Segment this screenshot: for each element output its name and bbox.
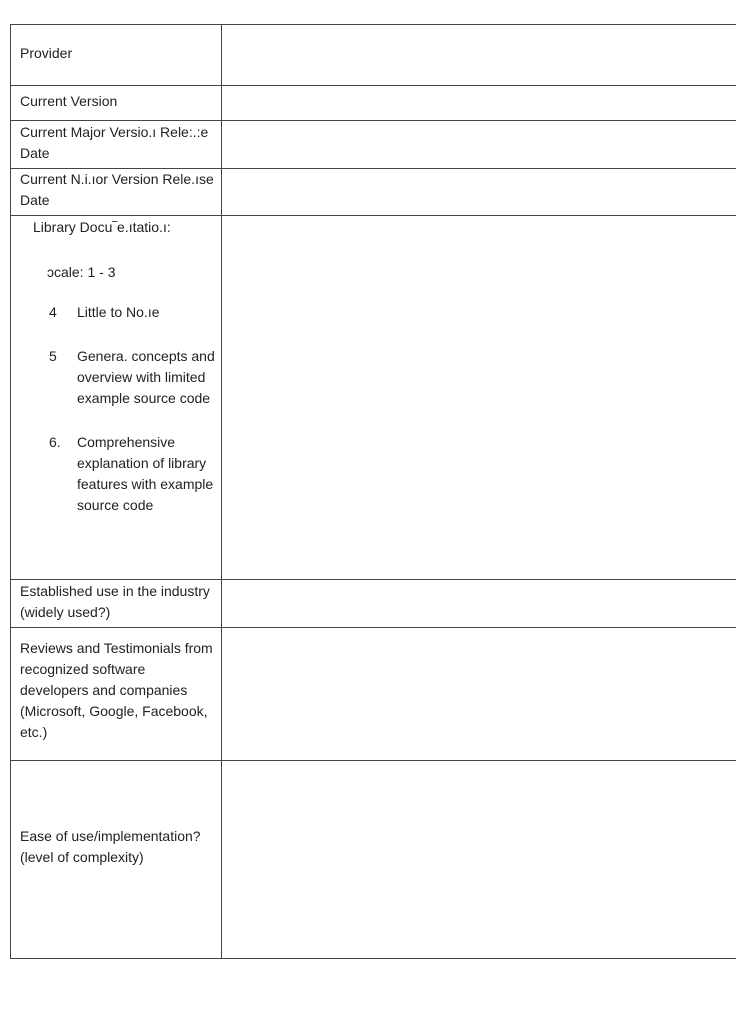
- major-release-label: Current Major Versio.ı Rele:.:e Date: [20, 124, 209, 161]
- major-release-value-cell[interactable]: [222, 121, 736, 169]
- list-item: [33, 302, 221, 323]
- minor-release-label-cell: [11, 169, 222, 216]
- row-established-use: [11, 580, 736, 628]
- library-evaluation-form: [10, 24, 736, 959]
- minor-release-value-cell[interactable]: [222, 169, 736, 216]
- row-library-documentation: [11, 216, 736, 580]
- list-item-text: Genera. concepts and overview with limited example source code: [77, 348, 215, 406]
- established-label: Established use in the industry (widely used?): [20, 583, 210, 620]
- reviews-label-cell: [11, 628, 222, 761]
- library-docs-value-cell[interactable]: [222, 216, 736, 580]
- ease-label-cell: [11, 761, 222, 959]
- current-version-value-cell[interactable]: [222, 86, 736, 121]
- row-provider: [11, 25, 736, 86]
- row-ease-of-use: [11, 761, 736, 959]
- list-item: [33, 346, 221, 409]
- ease-label: Ease of use/implementation? (level of complexity): [20, 828, 201, 865]
- major-release-label-cell: [11, 121, 222, 169]
- established-value-cell[interactable]: [222, 580, 736, 628]
- list-item-number: 5: [49, 348, 57, 364]
- provider-label: Provider: [20, 45, 73, 61]
- row-current-version: [11, 86, 736, 121]
- provider-label-cell: [11, 25, 222, 86]
- minor-release-label: Current N.i.ıor Version Rele.ıse Date: [20, 171, 214, 208]
- established-label-cell: [11, 580, 222, 628]
- list-item-number: 6.: [49, 434, 61, 450]
- current-version-label: Current Version: [20, 93, 118, 109]
- list-item: [33, 432, 221, 516]
- library-docs-title: Library Docu‾e.ıtatio.ı:: [33, 219, 171, 235]
- library-docs-scale: ɔcale: 1 - 3: [47, 264, 116, 280]
- row-major-release-date: [11, 121, 736, 169]
- reviews-value-cell[interactable]: [222, 628, 736, 761]
- ease-value-cell[interactable]: [222, 761, 736, 959]
- row-minor-release-date: [11, 169, 736, 216]
- row-reviews-testimonials: [11, 628, 736, 761]
- library-docs-block: [11, 216, 221, 516]
- list-item-number: 4: [49, 304, 57, 320]
- list-item-text: Little to No.ıe: [77, 304, 160, 320]
- current-version-label-cell: [11, 86, 222, 121]
- provider-value-cell[interactable]: [222, 25, 736, 86]
- library-docs-label-cell: [11, 216, 222, 580]
- list-item-text: Comprehensive explanation of library features with example source code: [77, 434, 214, 513]
- library-docs-scale-list: [33, 302, 221, 516]
- reviews-label: Reviews and Testimonials from recognized software developers and companies (Microsoft, Google, Facebook, etc.): [20, 640, 213, 740]
